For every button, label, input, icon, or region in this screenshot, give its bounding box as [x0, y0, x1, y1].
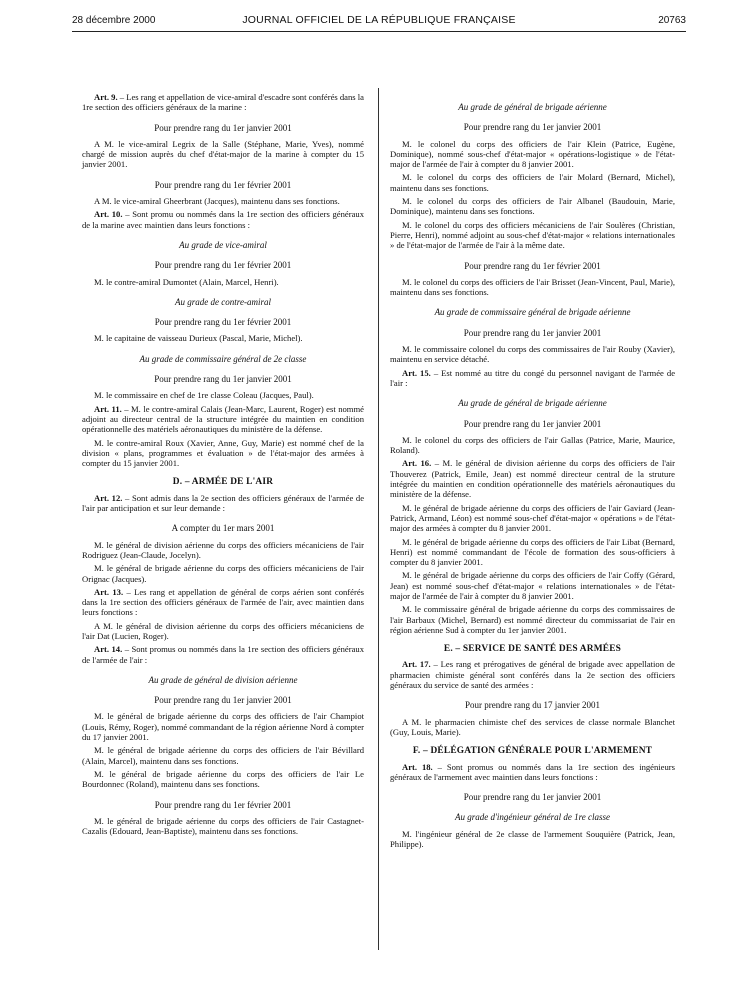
grade-heading: Au grade d'ingénieur général de 1re classe — [454, 812, 611, 823]
paragraph-text: M. le général de brigade aérienne du corps des officiers de l'air Bévillard (Alain, Marcel), maintenu dans ses fonctions. — [82, 745, 364, 766]
paragraph — [82, 587, 364, 618]
paragraph-text: M. le commissaire général de brigade aérienne du corps des commissaires de l'air Barbaux (Michel, Bernard) est nommé directeur du commissariat de l'air en région aérienne Sud à compter du 1er janvier 2001. — [390, 604, 675, 635]
paragraph — [390, 762, 675, 783]
grade-heading: Au grade de vice-amiral — [179, 239, 267, 250]
paragraph — [390, 458, 675, 499]
paragraph — [390, 659, 675, 690]
header-page-number: 20763 — [658, 15, 686, 26]
paragraph-text: M. le colonel du corps des officiers mécaniciens de l'air Soulères (Christian, Pierre, Henri), nommé adjoint au sous-chef d'état-major « relations internationales » de l'état-major de l'armée de l'air à la même date. — [390, 219, 675, 251]
paragraph — [82, 745, 364, 766]
article-number: Art. 12. — [94, 492, 123, 503]
paragraph-text: M. le général de brigade aérienne du corps des officiers de l'air Coffy (Gérard, Jean) est nommé sous-chef d'état-major « relations internationales » de l'état-major de l'armée de l'air à compter du 8 janvier 2001. — [390, 570, 675, 601]
header-title: JOURNAL OFFICIEL DE LA RÉPUBLIQUE FRANÇAISE — [242, 14, 516, 26]
paragraph — [390, 220, 675, 251]
paragraph-text: M. l'ingénieur général de 2e classe de l'armement Souquière (Patrick, Jean, Philippe). — [390, 828, 675, 850]
paragraph — [82, 711, 364, 742]
rank-date-heading: Pour prendre rang du 1er janvier 2001 — [154, 122, 292, 133]
article-number: Art. 15. — [402, 367, 431, 378]
paragraph — [82, 390, 364, 400]
paragraph — [82, 493, 364, 514]
header-rule — [72, 31, 686, 32]
paragraph-text: – Les rang et prérogatives de général de brigade avec appellation de pharmacien chimiste général sont conférés dans la 2e section des officiers généraux du service de santé des armées : — [390, 659, 675, 691]
paragraph — [82, 92, 364, 113]
paragraph-text: – Sont promus ou nommés dans la 1re section des officiers généraux de l'armée de l'air : — [82, 644, 364, 665]
article-number: Art. 11. — [94, 403, 122, 414]
section-heading: E. – SERVICE DE SANTÉ DES ARMÉES — [443, 644, 622, 655]
paragraph — [390, 503, 675, 534]
rank-date-heading: Pour prendre rang du 1er janvier 2001 — [154, 374, 292, 385]
paragraph — [390, 196, 675, 217]
grade-heading: Au grade de général de brigade aérienne — [458, 398, 607, 409]
paragraph-text: A M. le général de division aérienne du corps des officiers mécaniciens de l'air Dat (Lucien, Roger). — [82, 620, 364, 641]
paragraph-text: A M. le vice-amiral Gheerbrant (Jacques), maintenu dans ses fonctions. — [94, 196, 340, 207]
rank-date-heading: A compter du 1er mars 2001 — [171, 523, 275, 534]
rank-date-heading: Pour prendre rang du 1er janvier 2001 — [463, 792, 602, 803]
paragraph — [82, 404, 364, 435]
article-number: Art. 17. — [402, 659, 431, 670]
paragraph-text: – M. le général de division aérienne du corps des officiers de l'air Thouverez (Patrick, Emile, Jean) est nommé directeur central de la struture intégrée du maintien en condition opérationnelle des matériels aéronautiques du ministère de la défense. — [390, 458, 676, 500]
paragraph — [390, 537, 675, 568]
paragraph — [390, 172, 675, 193]
paragraph — [82, 333, 364, 343]
paragraph-text: M. le colonel du corps des officiers de l'air Albanel (Baudouin, Marie, Dominique), maintenu dans ses fonctions. — [390, 196, 675, 217]
rank-date-heading: Pour prendre rang du 1er janvier 2001 — [463, 122, 602, 133]
paragraph — [390, 570, 675, 601]
paragraph-text: M. le colonel du corps des officiers de l'air Molard (Bernard, Michel), maintenu dans ses fonctions. — [390, 172, 675, 193]
right-column — [390, 92, 675, 852]
paragraph-text: – Sont admis dans la 2e section des officiers généraux de l'armée de l'air par anticipation et sur leur demande : — [82, 492, 365, 514]
paragraph-text: A M. le vice-amiral Legrix de la Salle (Stéphane, Marie, Yves), nommé chargé de mission auprès du chef d'état-major de la marine à compter du 15 janvier 2001. — [82, 138, 364, 170]
grade-heading: Au grade de commissaire général de brigade aérienne — [434, 307, 631, 318]
paragraph — [82, 277, 364, 287]
section-heading: D. – ARMÉE DE L'AIR — [172, 477, 274, 488]
paragraph-text: M. le général de brigade aérienne du corps des officiers de l'air Castagnet-Cazalis (Edouard, Jean-Baptiste), maintenu dans ses fonctions. — [82, 815, 364, 837]
paragraph — [390, 277, 675, 298]
paragraph — [82, 209, 364, 230]
paragraph-text: A M. le pharmacien chimiste chef des services de classe normale Blanchet (Guy, Louis, Marie). — [390, 716, 675, 737]
section-heading: F. – DÉLÉGATION GÉNÉRALE POUR L'ARMEMENT — [412, 746, 653, 757]
paragraph — [390, 829, 675, 850]
header-date: 28 décembre 2000 — [72, 15, 156, 26]
rank-date-heading: Pour prendre rang du 1er janvier 2001 — [154, 695, 292, 706]
paragraph-text: – Les rang et appellation de général de corps aérien sont conférés dans la 1re section des officiers généraux de l'armée de l'air, avec maintien dans leurs fonctions : — [82, 586, 364, 618]
paragraph — [390, 368, 675, 389]
article-number: Art. 18. — [402, 761, 433, 772]
paragraph — [82, 563, 364, 584]
paragraph-text: M. le général de brigade aérienne du corps des officiers de l'air Libat (Bernard, Henri) est nommé commandant de l'école de formation des sous-officiers à compter du 8 janvier 2001. — [390, 536, 675, 568]
paragraph-text: M. le colonel du corps des officiers de l'air Brisset (Jean-Vincent, Paul, Marie), maintenu dans ses fonctions. — [390, 276, 675, 298]
rank-date-heading: Pour prendre rang du 1er janvier 2001 — [463, 418, 602, 429]
paragraph-text: – Sont promu ou nommés dans la 1re section des officiers généraux de la marine avec maintien dans leurs fonctions : — [82, 209, 365, 230]
paragraph-text: – M. le contre-amiral Calais (Jean-Marc, Laurent, Roger) est nommé adjoint au directeur central de la structure intégrée du maintien en condition opérationnelle des matériels aéronautiques du ministère de la défense. — [82, 403, 364, 435]
paragraph — [82, 816, 364, 837]
article-number: Art. 10. — [94, 209, 123, 220]
article-number: Art. 9. — [94, 92, 118, 102]
rank-date-heading: Pour prendre rang du 17 janvier 2001 — [465, 700, 600, 711]
paragraph-text: M. le colonel du corps des officiers de l'air Gallas (Patrice, Marie, Maurice, Roland). — [390, 434, 675, 456]
rank-date-heading: Pour prendre rang du 1er février 2001 — [154, 179, 292, 190]
paragraph — [82, 139, 364, 170]
rank-date-heading: Pour prendre rang du 1er février 2001 — [154, 799, 292, 810]
paragraph-text: M. le général de brigade aérienne du corps des officiers de l'air Gaviard (Jean-Patrick, Armand, Léon) est nommé sous-chef d'état-major « opérations » de l'état-major des armées à compter du 8 janvier 2001. — [390, 502, 675, 534]
paragraph-text: – Sont promus ou nommés dans la 1re section des ingénieurs généraux de l'armement avec maintien dans leurs fonctions : — [390, 761, 675, 782]
grade-heading: Au grade de contre-amiral — [175, 296, 271, 307]
paragraph — [390, 344, 675, 365]
paragraph — [82, 540, 364, 561]
rank-date-heading: Pour prendre rang du 1er janvier 2001 — [463, 327, 602, 338]
paragraph-text: M. le commissaire en chef de 1re classe Coleau (Jacques, Paul). — [94, 390, 314, 401]
article-number: Art. 14. — [94, 644, 123, 655]
paragraph-text: M. le capitaine de vaisseau Durieux (Pascal, Marie, Michel). — [94, 333, 303, 344]
rank-date-heading: Pour prendre rang du 1er février 2001 — [464, 260, 601, 271]
paragraph-text: M. le commissaire colonel du corps des commissaires de l'air Rouby (Xavier), maintenu en service détaché. — [390, 344, 675, 365]
article-number: Art. 13. — [94, 586, 124, 597]
paragraph-text: M. le contre-amiral Roux (Xavier, Anne, Guy, Marie) est nommé chef de la division « plans, programmes et évaluation » de l'état-major des armées à compter du 15 janvier 2001. — [82, 437, 364, 469]
paragraph-text: M. le général de brigade aérienne du corps des officiers mécaniciens de l'air Orignac (Jacques). — [82, 563, 364, 584]
paragraph-text: M. le général de division aérienne du corps des officiers mécaniciens de l'air Rodriguez (Jean-Claude, Jocelyn). — [82, 539, 364, 560]
paragraph-text: – Est nommé au titre du congé du personnel navigant de l'armée de l'air : — [390, 367, 676, 388]
paragraph — [82, 438, 364, 469]
paragraph — [82, 644, 364, 665]
paragraph-text: M. le général de brigade aérienne du corps des officiers de l'air Champiot (Louis, Rémy, Roger), nommé commandant de la région aérienne Nord à compter du 17 janvier 2001. — [82, 711, 364, 743]
paragraph — [82, 769, 364, 790]
rank-date-heading: Pour prendre rang du 1er février 2001 — [154, 317, 292, 328]
article-number: Art. 16. — [402, 458, 432, 469]
column-divider — [378, 88, 379, 950]
paragraph — [390, 139, 675, 170]
paragraph-text: M. le général de brigade aérienne du corps des officiers de l'air Le Bourdonnec (Roland), maintenu dans ses fonctions. — [82, 768, 364, 790]
grade-heading: Au grade de général de brigade aérienne — [458, 102, 607, 112]
paragraph-text: – Les rang et appellation de vice-amiral d'escadre sont conférés dans la 1re section des officiers généraux de la marine : — [82, 92, 364, 113]
paragraph — [390, 604, 675, 635]
paragraph — [390, 435, 675, 456]
paragraph-text: M. le colonel du corps des officiers de l'air Klein (Patrice, Eugène, Dominique), nommé sous-chef d'état-major « opérations-logistique » de l'état-major de l'armée de l'air à compter du 8 janvier 2001. — [390, 138, 675, 170]
paragraph-text: M. le contre-amiral Dumontet (Alain, Marcel, Henri). — [94, 276, 279, 287]
paragraph — [82, 196, 364, 206]
page-header — [72, 12, 686, 28]
left-column — [82, 92, 364, 839]
rank-date-heading: Pour prendre rang du 1er février 2001 — [154, 260, 292, 271]
paragraph — [82, 621, 364, 642]
grade-heading: Au grade de commissaire général de 2e classe — [139, 353, 307, 364]
paragraph — [390, 717, 675, 738]
grade-heading: Au grade de général de division aérienne — [148, 674, 298, 685]
